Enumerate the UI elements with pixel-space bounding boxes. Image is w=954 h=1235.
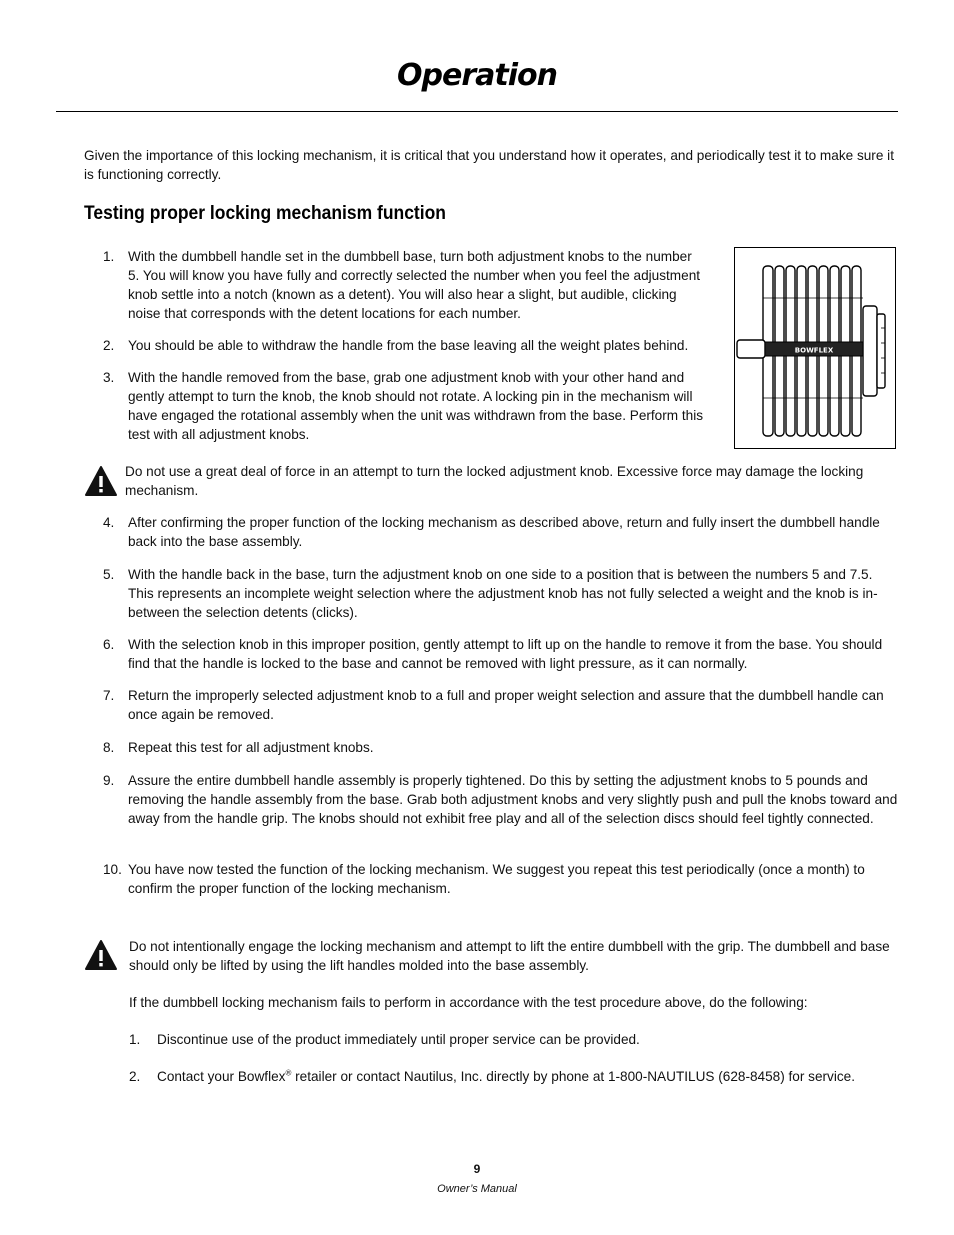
step-text: You have now tested the function of the locking mechanism. We suggest you repeat this test periodically (once a month) to confirm the proper function of the locking mechanism.	[128, 862, 865, 896]
failure-intro: If the dumbbell locking mechanism fails to perform in accordance with the test procedure above, do the following:	[129, 995, 808, 1010]
warning-text: Do not use a great deal of force in an attempt to turn the locked adjustment knob. Excessive force may damage the locking mechanism.	[125, 464, 864, 498]
step-text: With the handle removed from the base, grab one adjustment knob with your other hand and gently attempt to turn the knob, the knob should not rotate. A locking pin in the mechanism will have engaged the rotational assembly when the unit was withdrawn from the base. Perform this test with all adjustment knobs.	[128, 370, 704, 442]
dumbbell-figure	[734, 247, 896, 449]
step-text: Assure the entire dumbbell handle assembly is properly tightened. Do this by setting the adjustment knobs to 5 pounds and removing the handle assembly from the base. Grab both adjustment knobs and very slightly push and pull the knobs toward and away from the handle grip. The knobs should not exhibit free play and all of the selection discs should feel tightly connected.	[128, 773, 898, 826]
intro-paragraph: Given the importance of this locking mechanism, it is critical that you understand how it operates, and periodically test it to make sure it is functioning correctly.	[84, 148, 894, 182]
title-rule	[56, 111, 898, 112]
step-text: Repeat this test for all adjustment knobs.	[128, 740, 374, 755]
step-number: 10.	[103, 862, 122, 877]
text-part: retailer or contact Nautilus, Inc. directly by phone at 1-800-NAUTILUS (628-8458) for service.	[291, 1069, 855, 1084]
dumbbell-illustration	[735, 248, 895, 448]
section-heading: Testing proper locking mechanism function	[84, 203, 446, 224]
step-text: You should be able to withdraw the handle from the base leaving all the weight plates behind.	[128, 338, 689, 353]
page-number: 9	[473, 1162, 481, 1176]
step-number: 7.	[103, 688, 115, 703]
step-number: 4.	[103, 515, 115, 530]
step-number: 6.	[103, 637, 115, 652]
failure-step-text	[157, 1067, 897, 1086]
warning-icon	[84, 465, 118, 497]
step-text: With the dumbbell handle set in the dumbbell base, turn both adjustment knobs to the number 5. You will know you have fully and correctly selected the number when you feel the adjustment knob settle into a notch (known as a detent). You will also hear a slight, but audible, clicking noise that corresponds with the detent locations for each number.	[128, 249, 701, 321]
step-text: Return the improperly selected adjustment knob to a full and proper weight selection and assure that the dumbbell handle can once again be removed.	[128, 688, 884, 722]
footer-text: Owner’s Manual	[437, 1183, 517, 1195]
warning-text: Do not intentionally engage the locking mechanism and attempt to lift the entire dumbbell with the grip. The dumbbell and base should only be lifted by using the lift handles molded into the base assembly.	[129, 939, 890, 973]
step-text: With the selection knob in this improper position, gently attempt to lift up on the handle to remove it from the base. You should find that the handle is locked to the base and cannot be removed with light pressure, as it can normally.	[128, 637, 883, 671]
failure-step-text: Discontinue use of the product immediately until proper service can be provided.	[157, 1032, 640, 1047]
step-number: 1.	[103, 249, 115, 264]
step-number: 5.	[103, 567, 115, 582]
step-number: 2.	[103, 338, 115, 353]
failure-step-number: 2.	[129, 1069, 141, 1084]
bowflex-logo: BOWFLEX	[794, 346, 834, 355]
warning-icon	[84, 939, 118, 971]
step-text: After confirming the proper function of the locking mechanism as described above, return and fully insert the dumbbell handle back into the base assembly.	[128, 515, 880, 549]
step-number: 9.	[103, 773, 115, 788]
step-number: 8.	[103, 740, 115, 755]
step-number: 3.	[103, 370, 115, 385]
failure-step-number: 1.	[129, 1032, 141, 1047]
text-part: Contact your Bowflex	[157, 1069, 286, 1084]
step-text: With the handle back in the base, turn the adjustment knob on one side to a position that is between the numbers 5 and 7.5. This represents an incomplete weight selection where the adjustment knob has not fully selected a weight and the knob is in-between the selection detents (clicks).	[128, 567, 878, 620]
registered-mark: ®	[285, 1068, 292, 1078]
page-title: Operation	[397, 58, 557, 93]
